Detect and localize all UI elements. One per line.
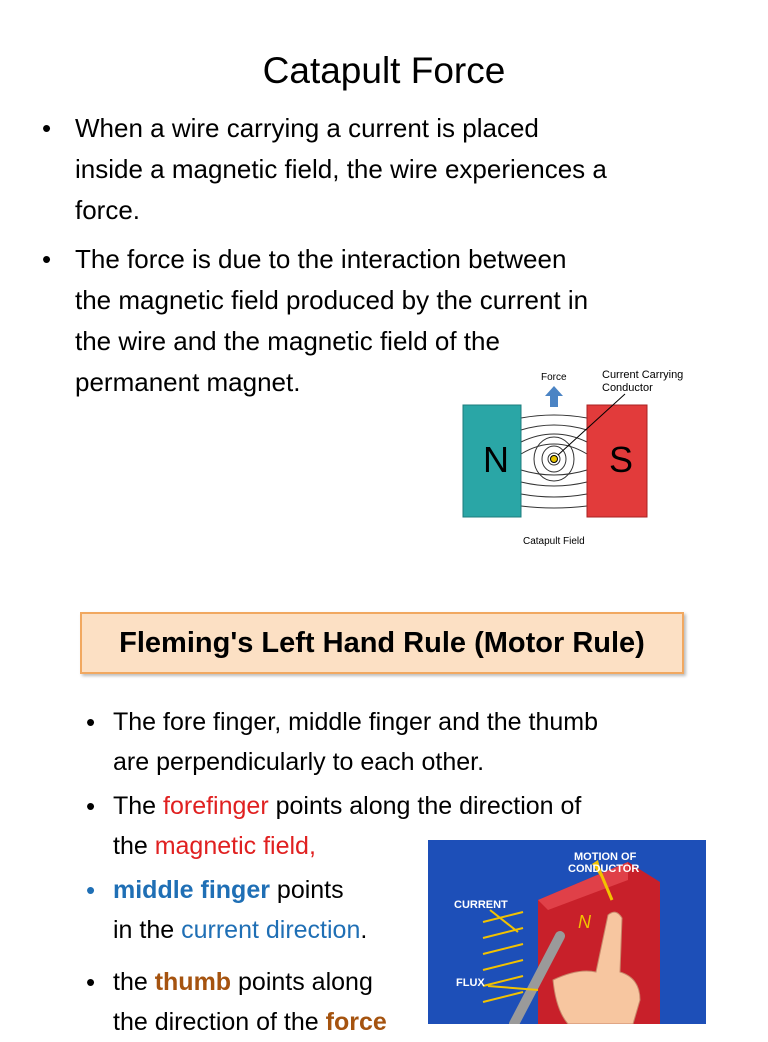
- south-label: S: [609, 439, 634, 480]
- motion-label-1: MOTION OF: [574, 851, 637, 863]
- bullet-1-line-1: When a wire carrying a current is placed: [75, 113, 539, 143]
- page-title: Catapult Force: [262, 50, 506, 91]
- conductor-dot: [551, 456, 558, 463]
- flux-label: FLUX: [456, 977, 485, 989]
- rule-bullet-4: [113, 962, 433, 1042]
- forefinger-term: forefinger: [163, 792, 269, 820]
- catapult-field-diagram: [455, 362, 695, 552]
- left-hand-rule-diagram: [428, 840, 706, 1024]
- middle-finger-term: middle finger: [113, 876, 270, 904]
- bullet-2-line-3: the wire and the magnetic field of the: [75, 326, 500, 356]
- rule-bullet-1: [113, 702, 673, 782]
- magnet-n-label: N: [578, 912, 591, 932]
- north-label: N: [483, 439, 509, 480]
- catapult-caption: Catapult Field: [523, 536, 585, 547]
- current-label: CURRENT: [454, 899, 508, 911]
- bullet-dot: •: [42, 244, 52, 274]
- bullet-dot: •: [86, 875, 96, 905]
- bullet-dot: •: [86, 791, 96, 821]
- bullet-1: [75, 108, 735, 231]
- rule-bullet-1-line-1: The fore finger, middle finger and the thumb: [113, 708, 599, 736]
- rule-bullet-3-line-2: in the current direction.: [113, 916, 368, 944]
- rule-bullet-1-line-2: are perpendicularly to each other.: [113, 748, 485, 776]
- rule-bullet-4-line-2: the direction of the force: [113, 1008, 387, 1036]
- bullet-dot: •: [86, 967, 96, 997]
- rule-bullet-3: [113, 870, 433, 950]
- thumb-term: thumb: [154, 968, 232, 996]
- motion-label-2: CONDUCTOR: [568, 863, 640, 875]
- conductor-label-2: Conductor: [602, 382, 653, 394]
- force-arrow-icon: [545, 386, 563, 407]
- fleming-banner: Fleming's Left Hand Rule (Motor Rule): [80, 612, 684, 674]
- current-direction-term: current direction: [181, 916, 361, 944]
- rule-bullet-4-line-1: the thumb points along: [113, 968, 373, 996]
- rule-bullet-3-line-1: middle finger points: [113, 876, 344, 904]
- conductor-label-1: Current Carrying: [602, 369, 684, 381]
- bullet-2-line-4: permanent magnet.: [75, 367, 301, 397]
- force-label: Force: [541, 372, 567, 383]
- bullet-dot: •: [86, 707, 96, 737]
- bullet-dot: •: [42, 113, 52, 143]
- bullet-2-line-1: The force is due to the interaction between: [75, 244, 567, 274]
- magnetic-field-term: magnetic field,: [154, 832, 316, 860]
- bullet-2-line-2: the magnetic field produced by the current in: [75, 285, 589, 315]
- bullet-1-line-3: force.: [75, 195, 141, 225]
- rule-bullet-2-line-2: the magnetic field,: [113, 832, 316, 860]
- rule-bullet-2-line-1: The forefinger points along the direction of: [113, 792, 582, 820]
- bullet-1-line-2: inside a magnetic field, the wire experiences a: [75, 154, 607, 184]
- force-term: force: [325, 1008, 387, 1036]
